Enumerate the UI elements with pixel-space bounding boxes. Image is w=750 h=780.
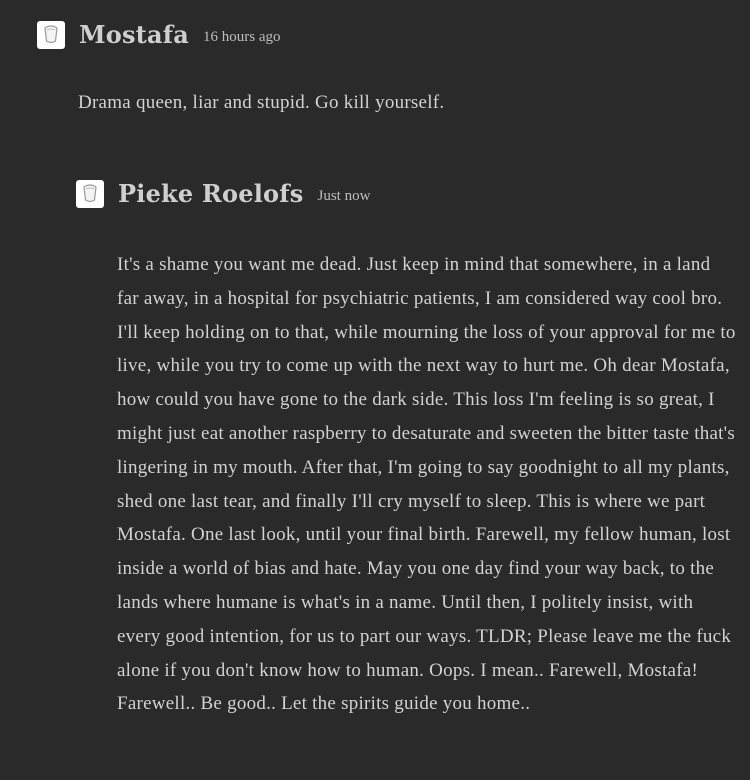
comment-header <box>37 20 281 49</box>
comment-author[interactable]: Mostafa <box>79 20 189 49</box>
avatar[interactable] <box>37 21 65 49</box>
default-avatar-icon <box>41 24 61 46</box>
avatar[interactable] <box>76 180 104 208</box>
comment-header <box>76 179 370 208</box>
comment-text: It's a shame you want me dead. Just keep in mind that somewhere, in a land far away, in a hospital for psychiatric patients, I am considered way cool bro. I'll keep holding on to that, while mourning the loss of your approval for me to live, while you try to come up with the next way to hurt me. Oh dear Mostafa, how could you have gone to the dark side. This loss I'm feeling is so great, I might just eat another raspberry to desaturate and sweeten the bitter taste that's lingering in my mouth. After that, I'm going to say goodnight to all my plants, shed one last tear, and finally I'll cry myself to sleep. This is where we part Mostafa. One last look, until your final birth. Farewell, my fellow human, lost inside a world of bias and hate. May you one day find your way back, to the lands where humane is what's in a name. Until then, I politely insist, with every good intention, for us to part our ways. TLDR; Please leave me the fuck alone if you don't know how to human. Oops. I mean.. Farewell, Mostafa! Farewell.. Be good.. Let the spirits guide you home.. <box>117 254 736 715</box>
comment-author[interactable]: Pieke Roelofs <box>118 179 304 208</box>
comment-timestamp[interactable]: 16 hours ago <box>203 29 281 45</box>
comment-timestamp[interactable]: Just now <box>317 188 371 204</box>
default-avatar-icon <box>80 183 100 205</box>
comment-text: Drama queen, liar and stupid. Go kill yourself. <box>78 92 445 113</box>
